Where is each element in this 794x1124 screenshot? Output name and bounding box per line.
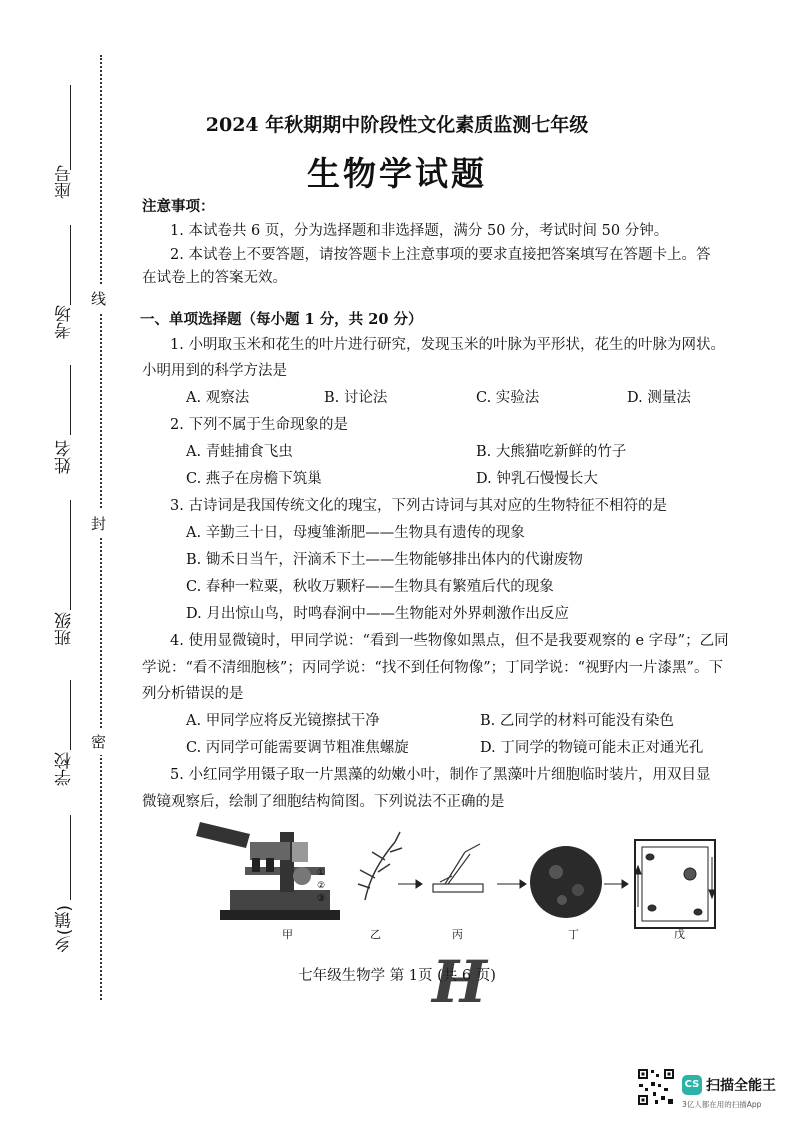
q1-option-b: B. 讨论法 (324, 390, 388, 406)
class-label: 班级 (55, 612, 75, 646)
process-figure (190, 812, 730, 942)
figure-label-wu: 戊 (674, 928, 685, 941)
q4-option-b: B. 乙同学的材料可能没有染色 (480, 713, 674, 729)
q2-option-b: B. 大熊猫吃新鲜的竹子 (476, 444, 627, 460)
cell-diagram (635, 840, 715, 928)
figure-label-ding: 丁 (568, 928, 579, 941)
cut-mark-line: 线 (91, 285, 106, 312)
process-figure-svg (190, 812, 730, 942)
room-line (70, 225, 71, 305)
town-label: 乡(镇) (55, 905, 75, 953)
cut-mark-seal: 封 (91, 510, 106, 537)
class-line (70, 500, 71, 610)
q4-option-c: C. 丙同学可能需要调节粗准焦螺旋 (186, 740, 409, 756)
exam-title: 生物学试题 (307, 154, 487, 193)
figure-label-bing: 丙 (452, 928, 463, 941)
school-line (70, 680, 71, 750)
note-1: 1. 本试卷共 6 页，分为选择题和非选择题，满分 50 分，考试时间 50 分钟。 (170, 223, 669, 239)
q3-option-a: A. 辛勤三十日，母瘦雏渐肥——生物具有遗传的现象 (186, 525, 525, 541)
section-heading: 一、单项选择题（每小题 1 分，共 20 分） (140, 311, 423, 328)
field-of-view-image (530, 846, 602, 918)
q4-option-a: A. 甲同学应将反光镜擦拭干净 (186, 713, 380, 729)
camscanner-name: 扫描全能王 (706, 1078, 776, 1094)
figure-label-jia: 甲 (282, 928, 293, 941)
town-line (70, 815, 71, 900)
paper-version-mark: H (432, 948, 487, 1016)
qr-code-icon (637, 1068, 675, 1106)
figure-label-yi: 乙 (370, 928, 381, 941)
algae-plant-image (358, 832, 402, 900)
camscanner-tagline: 3亿人都在用的扫描App (682, 1100, 762, 1109)
q2-option-a: A. 青蛙捕食飞虫 (186, 444, 293, 460)
slide-tweezers-image (433, 844, 483, 892)
q1-option-a: A. 观察法 (186, 390, 250, 406)
marker-3: ③ (317, 894, 326, 904)
q3-option-d: D. 月出惊山鸟，时鸣春涧中——生物能对外界刺激作出反应 (186, 606, 569, 622)
q1-option-c: C. 实验法 (476, 390, 540, 406)
q3-stem: 3. 古诗词是我国传统文化的瑰宝，下列古诗词与其对应的生物特征不相符的是 (170, 498, 667, 514)
qr-code-svg (637, 1068, 675, 1106)
q4-option-d: D. 丁同学的物镜可能未正对通光孔 (480, 740, 704, 756)
q4-stem-a: 4. 使用显微镜时，甲同学说：“看到一些物像如黑点，但不是我要观察的 e 字母”；乙同 (170, 633, 729, 649)
page-footer: 七年级生物学 第 1页 (共 6 页) (298, 968, 496, 984)
exam-subtitle: 2024 年秋期期中阶段性文化素质监测七年级 (205, 114, 589, 136)
q2-stem: 2. 下列不属于生命现象的是 (170, 417, 348, 433)
q4-stem-b: 学说：“看不清细胞核”；丙同学说：“找不到任何物像”；丁同学说：“视野内一片漆黑”。下 (142, 660, 723, 676)
q1-stem-b: 小明用到的科学方法是 (142, 363, 287, 379)
name-line (70, 365, 71, 435)
q1-option-d: D. 测量法 (627, 390, 691, 406)
camscanner-logo-icon: CS (682, 1075, 702, 1095)
seat-label: 座号 (55, 165, 75, 199)
q5-stem-a: 5. 小红同学用镊子取一片黑藻的幼嫩小叶，制作了黑藻叶片细胞临时装片，用双目显 (170, 767, 711, 783)
marker-1: ① (317, 868, 326, 878)
q3-option-c: C. 春种一粒粟，秋收万颗籽——生物具有繁殖后代的现象 (186, 579, 554, 595)
marker-2: ② (317, 881, 326, 891)
cut-mark-secret: 密 (91, 728, 106, 755)
q2-option-c: C. 燕子在房檐下筑巢 (186, 471, 322, 487)
school-label: 学校 (55, 752, 75, 786)
name-label: 姓名 (55, 440, 75, 474)
note-2a: 2. 本试卷上不要答题，请按答题卡上注意事项的要求直接把答案填写在答题卡上。答 (170, 247, 711, 263)
notes-heading: 注意事项： (142, 198, 215, 215)
note-2b: 在试卷上的答案无效。 (142, 270, 287, 286)
q2-option-d: D. 钟乳石慢慢长大 (476, 471, 598, 487)
q4-stem-c: 列分析错误的是 (142, 686, 244, 702)
q3-option-b: B. 锄禾日当午，汗滴禾下土——生物能够排出体内的代谢废物 (186, 552, 583, 568)
q1-stem-a: 1. 小明取玉米和花生的叶片进行研究，发现玉米的叶脉为平形状，花生的叶脉为网状。 (170, 337, 725, 353)
q5-stem-b: 微镜观察后，绘制了细胞结构简图。下列说法不正确的是 (142, 794, 505, 810)
room-label: 考场 (55, 305, 75, 339)
